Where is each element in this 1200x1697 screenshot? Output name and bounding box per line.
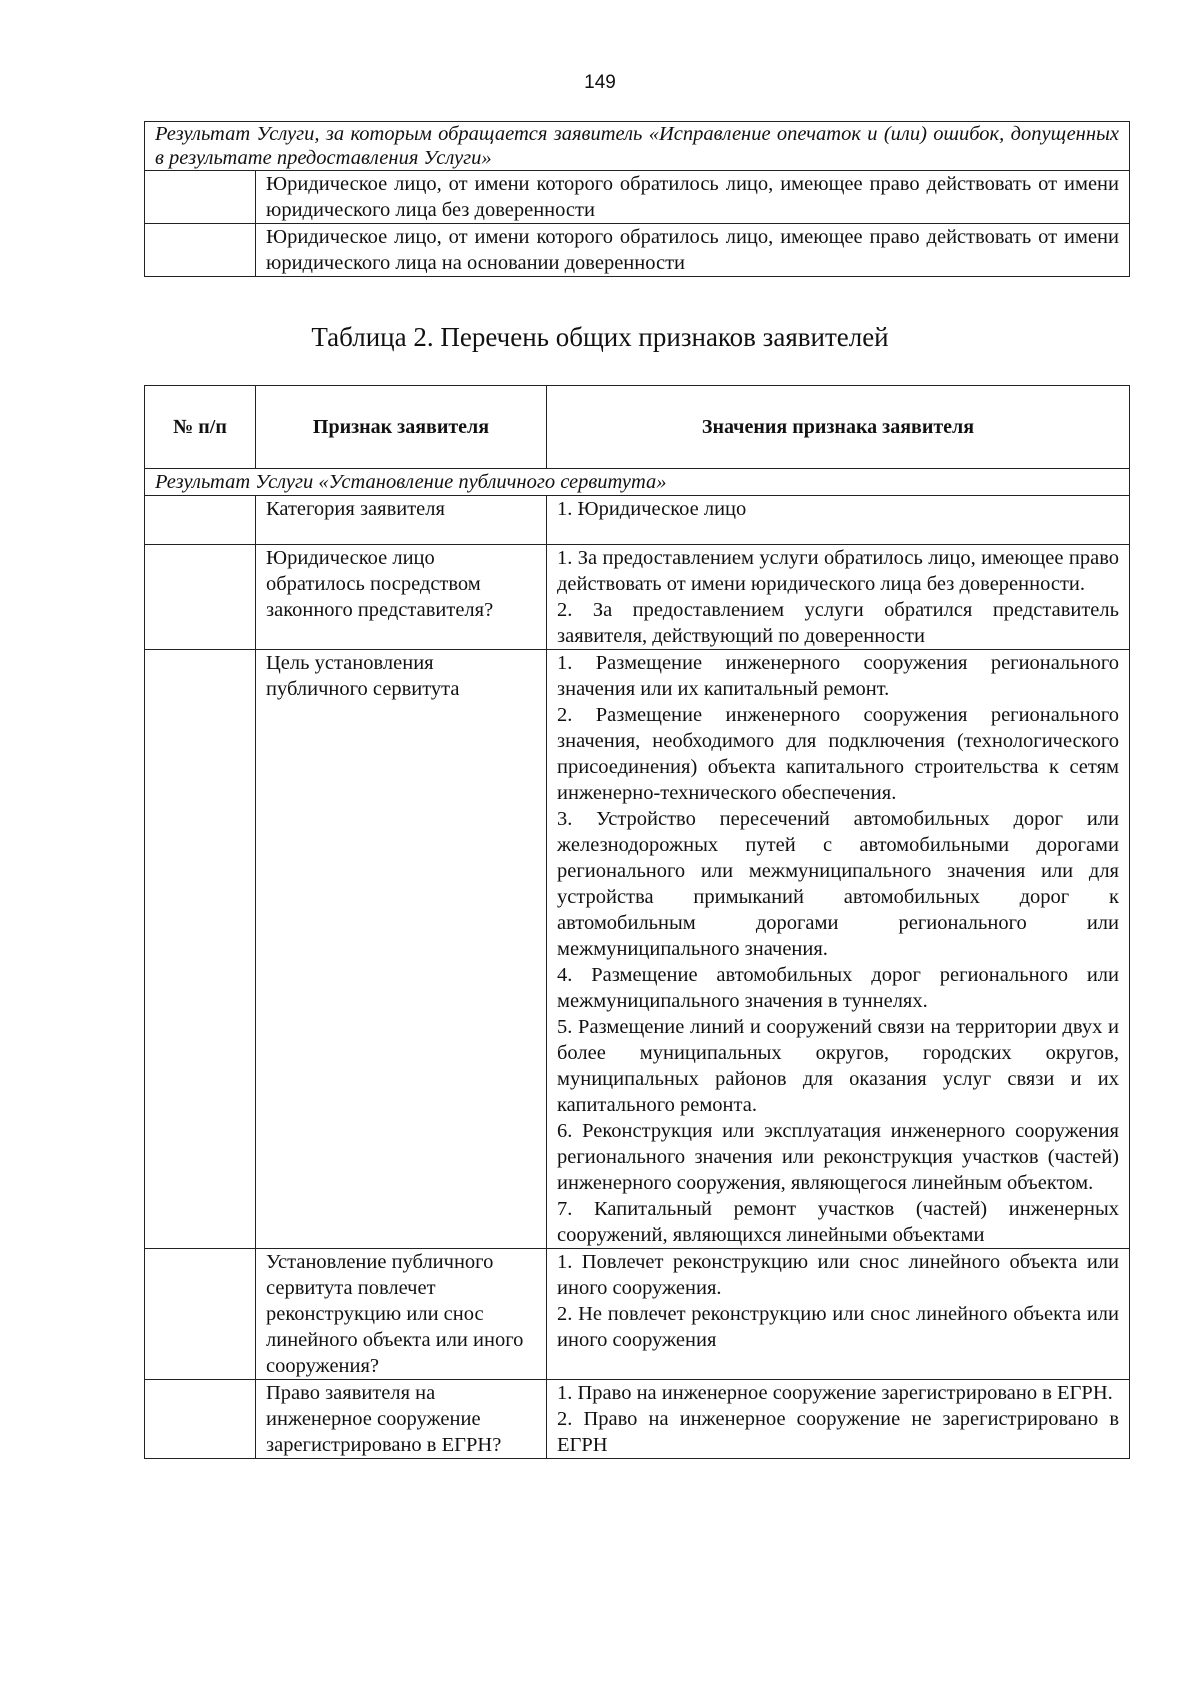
feature-cell: Право заявителя на инженерное сооружение зарегистрировано в ЕГРН? [256, 1380, 547, 1459]
num-cell [145, 496, 256, 545]
values-cell [547, 1249, 1130, 1380]
table-row [145, 650, 1130, 1249]
table-row [145, 171, 1130, 224]
applicant-features-table [144, 385, 1130, 1459]
value-item: 2. За предоставлением услуги обратился представитель заявителя, действующий по доверенности [557, 599, 1119, 647]
table-result-row [145, 469, 1130, 496]
values-cell [547, 1380, 1130, 1459]
row-text-cell: Юридическое лицо, от имени которого обратилось лицо, имеющее право действовать от имени юридического лица на основании доверенности [256, 224, 1130, 277]
table-row [145, 224, 1130, 277]
table-result-row [145, 122, 1130, 171]
value-item: 4. Размещение автомобильных дорог регионального или межмуниципального значения в туннелях. [557, 964, 1119, 1012]
values-cell [547, 545, 1130, 650]
value-item: 6. Реконструкция или эксплуатация инженерного сооружения регионального значения или реконструкция участков (частей) инженерного сооружения, являющегося линейным объектом. [557, 1120, 1119, 1194]
value-item: 1. Юридическое лицо [557, 498, 747, 520]
value-item: 1. Право на инженерное сооружение зарегистрировано в ЕГРН. [557, 1382, 1113, 1404]
table-row [145, 496, 1130, 545]
page-number: 149 [584, 72, 616, 93]
num-cell [145, 545, 256, 650]
value-item: 5. Размещение линий и сооружений связи на территории двух и более муниципальных округов, городских округов, муниципальных районов для оказания услуг связи и их капитального ремонта. [557, 1016, 1119, 1116]
num-cell [145, 224, 256, 277]
value-item: 7. Капитальный ремонт участков (частей) инженерных сооружений, являющихся линейными объектами [557, 1198, 1119, 1246]
header-num: № п/п [145, 386, 256, 469]
num-cell [145, 1249, 256, 1380]
num-cell [145, 1380, 256, 1459]
table-row [145, 1249, 1130, 1380]
table-body [145, 496, 1130, 1459]
value-item: 2. Не повлечет реконструкцию или снос линейного объекта или иного сооружения [557, 1303, 1119, 1351]
result-header-cell: Результат Услуги «Установление публичного сервитута» [145, 469, 1130, 496]
value-item: 2. Право на инженерное сооружение не зарегистрировано в ЕГРН [557, 1408, 1119, 1456]
header-values: Значения признака заявителя [547, 386, 1130, 469]
table-row [145, 1380, 1130, 1459]
value-item: 1. Повлечет реконструкцию или снос линейного объекта или иного сооружения. [557, 1251, 1119, 1299]
row-text-cell: Юридическое лицо, от имени которого обратилось лицо, имеющее право действовать от имени юридического лица без доверенности [256, 171, 1130, 224]
value-item: 1. Размещение инженерного сооружения регионального значения или их капитальный ремонт. [557, 652, 1119, 700]
num-cell [145, 171, 256, 224]
values-cell [547, 650, 1130, 1249]
value-item: 1. За предоставлением услуги обратилось лицо, имеющее право действовать от имени юридического лица без доверенности. [557, 547, 1119, 595]
table-header-row [145, 386, 1130, 469]
num-cell [145, 650, 256, 1249]
feature-cell: Цель установления публичного сервитута [256, 650, 547, 1249]
feature-cell: Установление публичного сервитута повлечет реконструкцию или снос линейного объекта или иного сооружения? [256, 1249, 547, 1380]
result-header-cell: Результат Услуги, за которым обращается заявитель «Исправление опечаток и (или) ошибок, допущенных в результате предоставления Услуги» [145, 122, 1130, 171]
table-row [145, 545, 1130, 650]
value-item: 3. Устройство пересечений автомобильных дорог или железнодорожных путей с автомобильными дорогами регионального или межмуниципального значения или для устройства примыканий автомобильных дорог к автомобильным дорогами регионального или межмуниципального значения. [557, 808, 1119, 960]
value-item: 2. Размещение инженерного сооружения регионального значения, необходимого для подключения (технологического присоединения) объекта капитального строительства к сетям инженерно-технического обеспечения. [557, 704, 1119, 804]
table-title: Таблица 2. Перечень общих признаков заявителей [311, 322, 889, 352]
values-cell [547, 496, 1130, 545]
continuation-table [144, 121, 1130, 277]
header-feature: Признак заявителя [256, 386, 547, 469]
feature-cell: Юридическое лицо обратилось посредством законного представителя? [256, 545, 547, 650]
feature-cell: Категория заявителя [256, 496, 547, 545]
